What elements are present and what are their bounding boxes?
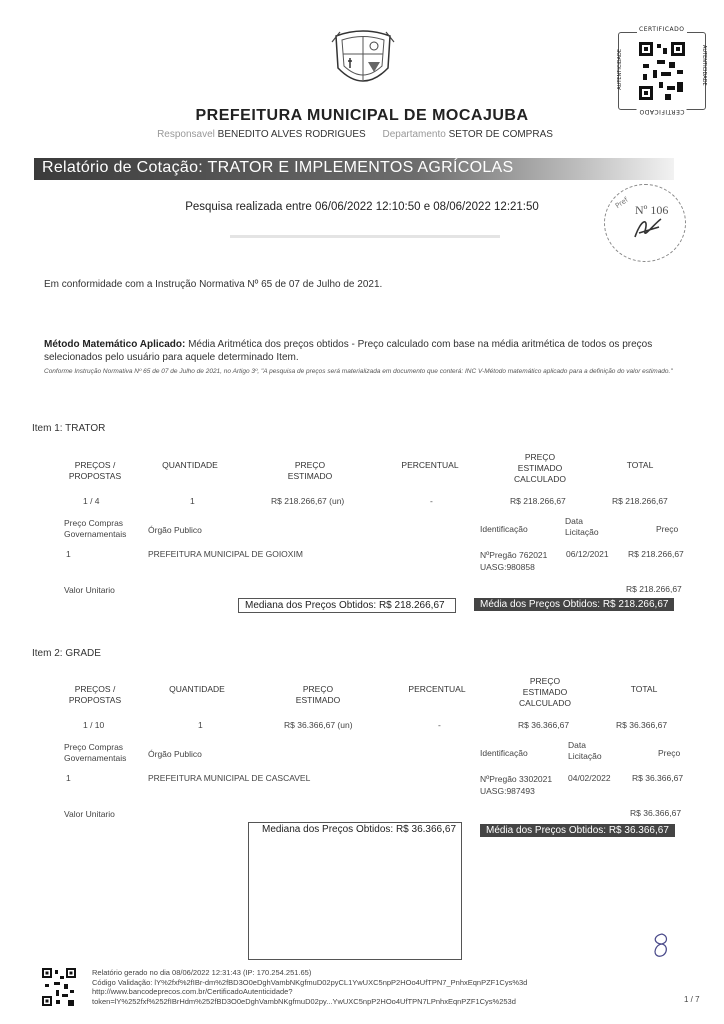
cert-caption: CERTIFICADO — [639, 26, 685, 33]
col-identificacao: Identificação — [480, 524, 528, 534]
identificacao-value: NºPregão 3302021 UASG:987493 — [480, 774, 553, 796]
col-total: TOTAL — [630, 684, 658, 694]
report-title-band — [34, 158, 674, 180]
footer-validation-code: Código Validação: lY%2fxf%2fIBr-dm%2fBD3O0eDghVambNKgfmuD02pyCL1YwUXC5npP2HOo4UfTPN7_PnhxEqnPZF1Cys%3d — [92, 977, 528, 987]
orgao-value: PREFEITURA MUNICIPAL DE CASCAVEL — [148, 773, 311, 783]
propostas-value: 1 / 4 — [83, 496, 100, 506]
conformity-statement: Em conformidade com a Instrução Normativa Nº 65 de 07 de Julho de 2021. — [44, 279, 383, 290]
valor-unitario-label: Valor Unitario — [64, 809, 115, 819]
col-quantidade: QUANTIDADE — [169, 684, 225, 694]
report-title: Relatório de Cotação: TRATOR E IMPLEMENTOS AGRÍCOLAS — [42, 159, 514, 176]
col-identificacao: Identificação — [480, 748, 528, 758]
mediana-frame — [248, 822, 462, 960]
col-data-licitacao: Data Licitação — [568, 740, 602, 761]
valor-unitario-label: Valor Unitario — [64, 585, 115, 595]
col-precos-compras: Preço Compras Governamentais — [64, 742, 127, 763]
row-number: 1 — [66, 549, 71, 559]
handwritten-mark-icon — [648, 930, 672, 964]
valor-unitario-value: R$ 218.266,67 — [626, 584, 682, 594]
total-value: R$ 36.366,67 — [616, 720, 668, 730]
research-period: Pesquisa realizada entre 06/06/2022 12:10:50 e 08/06/2022 12:21:50 — [185, 201, 539, 213]
item-title: Item 1: TRATOR — [32, 423, 106, 434]
item-title: Item 2: GRADE — [32, 648, 101, 659]
col-quantidade: QUANTIDADE — [162, 460, 218, 470]
data-value: 06/12/2021 — [566, 549, 609, 559]
col-preco-calculado: PREÇO ESTIMADO CALCULADO — [514, 452, 566, 484]
footer-token: token=lY%252fxf%252fIBrHdm%252fBD3O0eDghVambNKgfmuD02py...YwUXC5npP2HOo4UfTPN7LPnhxEqnPZF1Cys%253d — [92, 996, 516, 1006]
col-precos-compras: Preço Compras Governamentais — [64, 518, 127, 539]
preco-value: R$ 218.266,67 — [628, 549, 684, 559]
mediana-text: Mediana dos Preços Obtidos: R$ 36.366,67 — [262, 824, 457, 835]
preco-estimado-value: R$ 218.266,67 (un) — [271, 496, 345, 506]
percentual-value: - — [438, 720, 441, 730]
col-total: TOTAL — [626, 460, 654, 470]
col-precos-propostas: PREÇOS / PROPOSTAS — [68, 684, 122, 705]
col-orgao: Órgão Publico — [148, 525, 202, 535]
faint-watermark-line — [230, 233, 500, 243]
municipal-crest-icon — [330, 28, 396, 92]
certificate-qr-frame — [617, 26, 707, 115]
identificacao-value: NºPregão 762021 UASG:980858 — [480, 550, 548, 572]
page-number: 1 / 7 — [684, 995, 700, 1004]
footer-qr-icon — [42, 968, 76, 1010]
departamento-label: Departamento — [382, 129, 446, 140]
protocol-stamp — [604, 184, 686, 262]
col-preco-calculado: PREÇO ESTIMADO CALCULADO — [519, 676, 571, 708]
organization-name: PREFEITURA MUNICIPAL DE MOCAJUBA — [195, 107, 529, 124]
responsavel-value: BENEDITO ALVES RODRIGUES — [217, 129, 366, 140]
method-label: Método Matemático Aplicado: — [44, 339, 186, 350]
col-percentual: PERCENTUAL — [408, 684, 466, 694]
col-preco: Preço — [656, 524, 679, 534]
col-preco-estimado: PREÇO ESTIMADO — [287, 460, 333, 481]
col-precos-propostas: PREÇOS / PROPOSTAS — [68, 460, 122, 481]
col-data-licitacao: Data Licitação — [565, 516, 599, 537]
departamento-value: SETOR DE COMPRAS — [448, 129, 553, 140]
cert-side-text: AUTENTICIDADE — [617, 49, 623, 90]
calculado-value: R$ 218.266,67 — [510, 496, 566, 506]
col-percentual: PERCENTUAL — [401, 460, 459, 470]
quantidade-value: 1 — [198, 720, 203, 730]
propostas-value: 1 / 10 — [83, 720, 105, 730]
col-preco-estimado: PREÇO ESTIMADO — [295, 684, 341, 705]
orgao-value: PREFEITURA MUNICIPAL DE GOIOXIM — [148, 549, 303, 559]
method-note: Conforme Instrução Normativa Nº 65 de 07 de Julho de 2021, no Artigo 3º, "A pesquisa de preços será materializada em documento que conterá: INC V-Método matemático aplicado para a definição do valor estimado." — [44, 368, 673, 375]
certificate-qr-icon — [639, 42, 685, 100]
footer-generated: Relatório gerado no dia 08/06/2022 12:31:43 (IP: 170.254.251.65) — [92, 968, 312, 977]
footer-text — [92, 968, 527, 1006]
quantidade-value: 1 — [190, 496, 195, 506]
valor-unitario-value: R$ 36.366,67 — [630, 808, 682, 818]
calculado-value: R$ 36.366,67 — [518, 720, 570, 730]
percentual-value: - — [430, 496, 433, 506]
stamp-signature-icon — [631, 215, 665, 241]
footer-url[interactable]: http://www.bancodeprecos.com.br/CertificadoAutenticidade? — [92, 987, 293, 996]
col-orgao: Órgão Publico — [148, 749, 202, 759]
row-number: 1 — [66, 773, 71, 783]
data-value: 04/02/2022 — [568, 773, 611, 783]
mediana-box: Mediana dos Preços Obtidos: R$ 218.266,67 — [238, 598, 456, 613]
stamp-number: Nº 106 — [635, 203, 669, 217]
responsavel-label: Responsavel — [157, 129, 215, 140]
method-text: Média Aritmética dos preços obtidos - Preço calculado com base na média aritmética de todos os preços selecionados pelo usuário para aquele determinado Item. — [44, 339, 653, 363]
col-preco: Preço — [658, 748, 681, 758]
media-box: Média dos Preços Obtidos: R$ 218.266,67 — [474, 598, 674, 611]
responsible-line — [0, 129, 724, 140]
method-section — [44, 338, 694, 377]
preco-estimado-value: R$ 36.366,67 (un) — [284, 720, 353, 730]
stamp-text: Pref — [613, 195, 630, 211]
cert-side-text-right: AUTENTICIDADE — [701, 45, 707, 86]
cert-caption-bottom: CERTIFICADO — [639, 108, 685, 115]
preco-value: R$ 36.366,67 — [632, 773, 684, 783]
media-box: Média dos Preços Obtidos: R$ 36.366,67 — [480, 824, 675, 837]
total-value: R$ 218.266,67 — [612, 496, 668, 506]
